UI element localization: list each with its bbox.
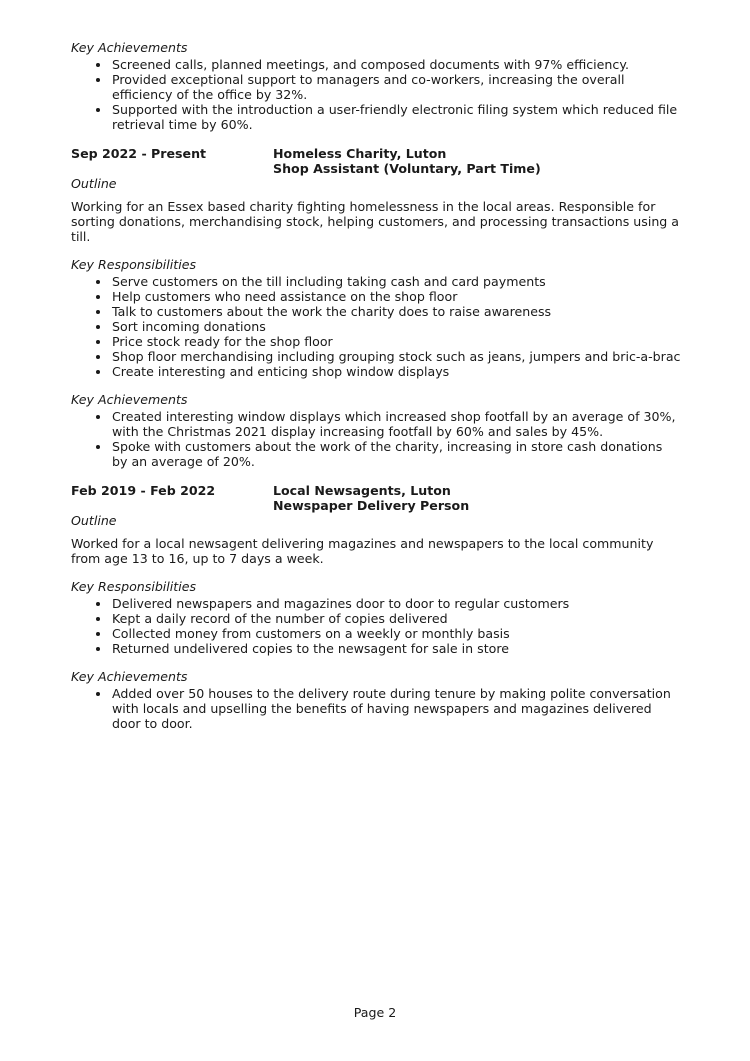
- responsibilities-list: [71, 596, 681, 656]
- list-item: • Provided exceptional support to managers and co-workers, increasing the overall efficiency of the office by 32%.: [111, 72, 681, 102]
- job-dates: Sep 2022 - Present: [71, 146, 207, 161]
- list-item: • Price stock ready for the shop floor: [111, 334, 681, 349]
- list-item: • Screened calls, planned meetings, and composed documents with 97% efficiency.: [111, 57, 681, 72]
- list-item: • Delivered newspapers and magazines door to door to regular customers: [111, 596, 681, 611]
- cv-page-content: [71, 40, 681, 731]
- job-role: [273, 483, 469, 513]
- list-item: • Collected money from customers on a weekly or monthly basis: [111, 626, 681, 641]
- list-item: • Help customers who need assistance on the shop floor: [111, 289, 681, 304]
- job-employer: Local Newsagents, Luton: [273, 483, 451, 498]
- outline-text: Worked for a local newsagent delivering magazines and newspapers to the local community from age 13 to 16, up to 7 days a week.: [71, 536, 654, 566]
- job-employer: Homeless Charity, Luton: [273, 146, 447, 161]
- previous-job-section: [71, 40, 681, 132]
- achievements-list: [71, 57, 681, 132]
- list-item: • Returned undelivered copies to the newsagent for sale in store: [111, 641, 681, 656]
- achievements-heading: Key Achievements: [71, 40, 188, 55]
- list-item: • Kept a daily record of the number of copies delivered: [111, 611, 681, 626]
- list-item: • Serve customers on the till including taking cash and card payments: [111, 274, 681, 289]
- achievements-heading: Key Achievements: [71, 669, 188, 684]
- outline-text: Working for an Essex based charity fighting homelessness in the local areas. Responsible for sorting donations, merchandising stock, helping customers, and processing transactions using a till.: [71, 199, 680, 244]
- achievements-list: [71, 686, 681, 731]
- list-item: • Create interesting and enticing shop window displays: [111, 364, 681, 379]
- job-title: Newspaper Delivery Person: [273, 498, 470, 513]
- list-item: • Shop floor merchandising including grouping stock such as jeans, jumpers and bric-a-brac: [111, 349, 681, 364]
- responsibilities-list: [71, 274, 681, 379]
- list-item: • Added over 50 houses to the delivery route during tenure by making polite conversation with locals and upselling the benefits of having newspapers and magazines delivered door to door.: [111, 686, 681, 731]
- outline-heading: Outline: [71, 176, 117, 191]
- responsibilities-heading: Key Responsibilities: [71, 257, 197, 272]
- responsibilities-heading: Key Responsibilities: [71, 579, 197, 594]
- list-item: • Spoke with customers about the work of the charity, increasing in store cash donations by an average of 20%.: [111, 439, 681, 469]
- job-dates: Feb 2019 - Feb 2022: [71, 483, 216, 498]
- achievements-list: [71, 409, 681, 469]
- achievements-heading: Key Achievements: [71, 392, 188, 407]
- outline-heading: Outline: [71, 513, 117, 528]
- job-header: [71, 146, 681, 176]
- list-item: • Created interesting window displays which increased shop footfall by an average of 30%, with the Christmas 2021 display increasing footfall by 60% and sales by 45%.: [111, 409, 681, 439]
- list-item: • Sort incoming donations: [111, 319, 681, 334]
- job-title: Shop Assistant (Voluntary, Part Time): [273, 161, 541, 176]
- list-item: • Supported with the introduction a user-friendly electronic filing system which reduced file retrieval time by 60%.: [111, 102, 681, 132]
- job-entry-local-newsagents: [71, 483, 681, 731]
- job-entry-homeless-charity: [71, 146, 681, 469]
- page-number: Page 2: [353, 1005, 397, 1020]
- list-item: • Talk to customers about the work the charity does to raise awareness: [111, 304, 681, 319]
- job-header: [71, 483, 681, 513]
- job-role: [273, 146, 541, 176]
